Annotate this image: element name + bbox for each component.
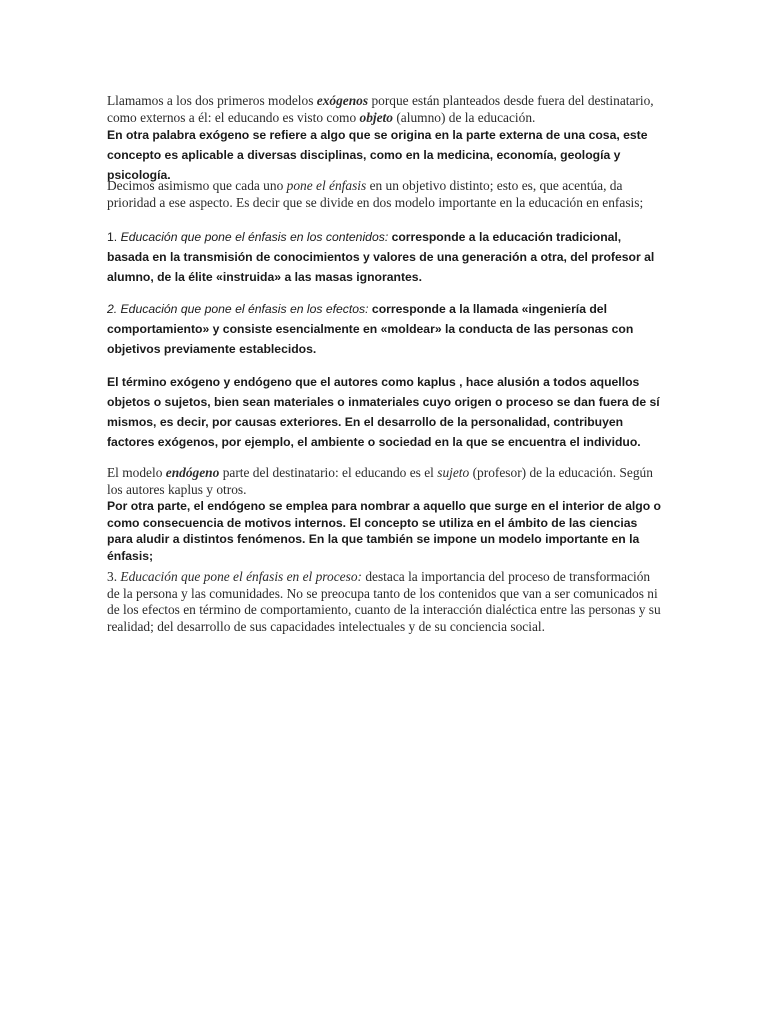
exogenous-definition — [107, 93, 662, 126]
model-1-title: Educación que pone el énfasis en los contenidos: — [120, 230, 389, 244]
paragraph-emphasis — [107, 178, 662, 211]
text-run: 1. — [107, 230, 121, 244]
term-sujeto: sujeto — [437, 465, 470, 480]
text-run: porque están planteados desde fuera del destinatario, como externos a él: el educando es visto como — [107, 93, 654, 125]
text-run: El modelo — [107, 465, 166, 480]
exogenous-explanation: En otra palabra exógeno se refiere a algo que se origina en la parte externa de una cosa, este concepto es aplicable a diversas disciplinas, como en la medicina, economía, geología y psicología. — [107, 128, 648, 182]
text-run: Decimos asimismo que cada uno — [107, 178, 287, 193]
text-run: destaca la importancia del proceso de transformación de la persona y las comunidades. No se preocupa tanto de los contenidos que van a ser comunicados ni de los efectos en término de comportamiento, cuanto de la interacción dialéctica entre las personas y su realidad; del desarrollo de sus capacidades intelectuales y de su conciencia social. — [107, 569, 661, 634]
text-run: en un objetivo distinto; esto es, que acentúa, da prioridad a ese aspecto. Es decir que se divide en dos modelo importante en la educación en enfasis; — [107, 178, 644, 210]
model-2-title: 2. Educación que pone el énfasis en los efectos: — [107, 302, 369, 316]
text-run: corresponde a la llamada «ingeniería del comportamiento» y consiste esencialmente en «moldear» la conducta de las personas con objetivos previamente establecidos. — [107, 302, 634, 356]
text-run: 3. — [107, 569, 121, 584]
text-run: parte del destinatario: el educando es el — [219, 465, 438, 480]
paragraph-model-1 — [107, 227, 662, 287]
model-3-title: Educación que pone el énfasis en el proceso: — [120, 569, 362, 584]
model-1-text — [107, 227, 662, 287]
endogenous-definition — [107, 465, 662, 498]
text-run: corresponde a la educación tradicional, basada en la transmisión de conocimientos y valores de una generación a otra, del profesor al alumno, de la élite «instruida» a las masas ignorantes. — [107, 230, 655, 284]
term-exogenos: exógenos — [316, 93, 369, 108]
term-objeto: objeto — [359, 109, 393, 125]
paragraph-exogenous-intro — [107, 93, 662, 185]
text-run: (profesor) de la educación. Según los autores kaplus y otros. — [107, 465, 653, 497]
term-endogeno: endógeno — [165, 465, 220, 480]
paragraph-model-3 — [107, 569, 662, 635]
text-run: Llamamos a los dos primeros modelos — [107, 93, 317, 108]
model-2-text — [107, 299, 662, 359]
endogenous-explanation: Por otra parte, el endógeno se emplea para nombrar a aquello que surge en el interior de algo o como consecuencia de motivos internos. El concepto se utiliza en el ámbito de las ciencias para aludir a distintos fenómenos. En la que también se impone un modelo importante en la énfasis; — [107, 499, 661, 563]
model-3-text — [107, 569, 662, 635]
emphasis-text — [107, 178, 662, 211]
paragraph-endogenous — [107, 465, 662, 564]
term-pone-el-enfasis: pone el énfasis — [286, 178, 367, 193]
text-run: (alumno) de la educación. — [392, 109, 536, 125]
paragraph-model-2 — [107, 299, 662, 359]
exogenous-endogenous-text: El término exógeno y endógeno que el autores como kaplus , hace alusión a todos aquellos objetos o sujetos, bien sean materiales o inmateriales cuyo origen o proceso se dan fuera de sí mismos, es decir, por causas exteriores. En el desarrollo de la personalidad, contribuyen factores exógenos, por ejemplo, el ambiente o sociedad en la que se encuentra el individuo. — [107, 375, 660, 449]
paragraph-exogenous-endogenous — [107, 372, 662, 452]
